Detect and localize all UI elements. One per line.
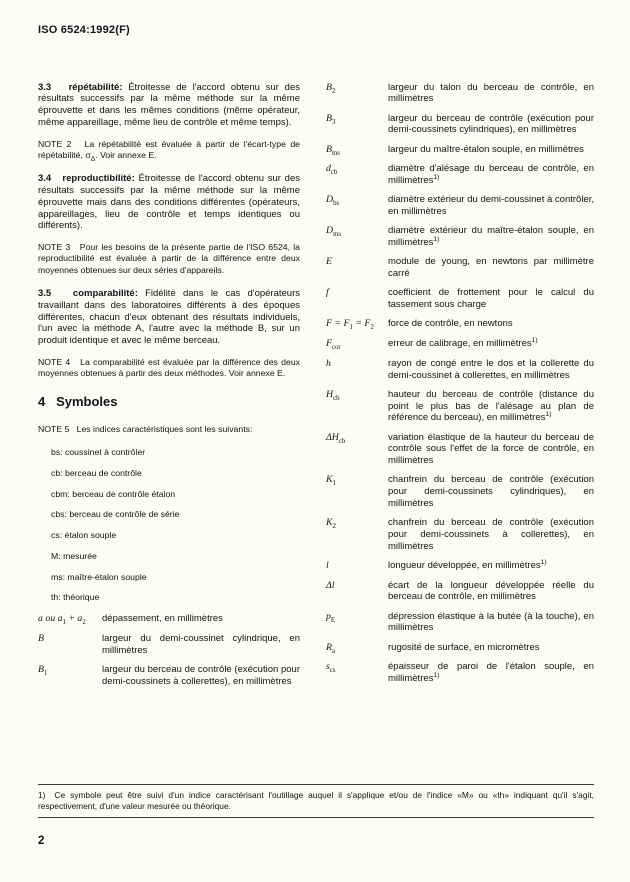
- symbol-description: coefficient de frottement pour le calcul du tassement sous charge: [388, 287, 594, 311]
- symbol-row: [326, 517, 594, 552]
- symbol-description: diamètre extérieur du maître-étalon souple, en millimètres$^{1)}$: [388, 225, 594, 249]
- symbol-row: [326, 194, 594, 218]
- index-item: cs: étalon souple: [51, 530, 117, 541]
- symbol-description: erreur de calibrage, en millimètres$^{1)}$: [388, 336, 538, 350]
- symbol-row: [326, 389, 594, 424]
- symbol-row: [38, 664, 300, 688]
- symbol-description: rugosité de surface, en micromètres: [388, 641, 540, 653]
- index-item: th: théorique: [51, 592, 100, 603]
- note-4: NOTE 4 La comparabilité est évaluée par la différence des deux moyennes obtenues à partir des deux méthodes. Voir annexe E.: [38, 356, 300, 379]
- symbol-description: largeur du maître-étalon souple, en millimètres: [388, 143, 584, 155]
- symbols-list-left: [38, 613, 300, 687]
- section-3-3-term: 3.3 répétabilité:: [38, 81, 129, 93]
- section-3-4-body: Étroitesse de l'accord obtenu sur des résultats successifs par la même méthode sur la même éprouvette mais dans des conditions différentes (opérateurs, appareillages, lieu de contrôle et temps identiques ou différents).: [38, 173, 301, 232]
- symbol-description: largeur du berceau de contrôle (exécution pour demi-coussinets à collerettes), en millimètres: [102, 663, 300, 687]
- symbol: l: [326, 559, 329, 571]
- symbol: $D_{ms}$: [326, 225, 342, 239]
- symbol-description: force de contrôle, en newtons: [388, 318, 513, 330]
- symbol-description: chanfrein du berceau de contrôle (exécution pour demi-coussinets cylindriques), en millimètres: [388, 474, 594, 509]
- symbol: a ou $a_1 + a_2$: [38, 613, 86, 627]
- symbol-description: écart de la longueur développée réelle du berceau de contrôle, en millimètres: [388, 579, 594, 603]
- page-number: 2: [38, 835, 45, 847]
- symbol: B: [38, 632, 44, 644]
- document-reference: ISO 6524:1992(F): [38, 24, 130, 36]
- footnote-area: [38, 784, 594, 818]
- note-2: NOTE 2 La répétabilité est évaluée à partir de l'écart-type de répétabilité, $\sigma_\Delta$. Voir annexe E.: [38, 138, 300, 163]
- symbol-row: [326, 256, 594, 280]
- footnote: [38, 790, 594, 812]
- symbol: $d_{cb}$: [326, 163, 338, 177]
- note-5: NOTE 5 Les indices caractéristiques sont les suivants:: [38, 423, 253, 434]
- symbol: $H_{cb}$: [326, 388, 340, 402]
- symbol-row: [38, 613, 300, 625]
- symbol-row: [326, 358, 594, 382]
- symbol: $D_{bs}$: [326, 194, 340, 208]
- symbol-row: [326, 113, 594, 137]
- section-3-4-term: 3.4 reproductibilité:: [38, 173, 139, 185]
- index-item: ms: maître-étalon souple: [51, 571, 147, 582]
- symbol-row: [38, 633, 300, 657]
- symbol: $s_{cs}$: [326, 661, 336, 675]
- symbol: Δl: [326, 579, 335, 591]
- footnote-separator-bottom: [38, 817, 594, 818]
- section-3-5-body: Fidélité dans le cas d'opérateurs travaillant dans des laboratoires différents à des époques différentes, chacun d'eux obtenant des résultats individuels, l'un avec la méthode A, l'autre avec la méthode B, sur un produit identique et avec le même berceau.: [38, 288, 300, 347]
- index-item: cbs: berceau de contrôle de série: [51, 509, 180, 520]
- footnote-marker: 1): [38, 790, 46, 800]
- symbol-description: longueur développée, en millimètres$^{1)}$: [388, 558, 547, 571]
- symbol-row: [326, 611, 594, 635]
- index-item: M: mesurée: [51, 550, 97, 561]
- symbol-row: [326, 163, 594, 187]
- symbol-row: [326, 338, 594, 350]
- symbol-row: [326, 144, 594, 156]
- section-3-3-body: Étroitesse de l'accord obtenu sur des résultats successifs par la même méthode sur la même éprouvette et dans les mêmes conditions (même opérateur, même appareillage, même lieu de contrôle et même temps).: [38, 81, 300, 128]
- symbol-description: épaisseur de paroi de l'étalon souple, en millimètres$^{1)}$: [388, 661, 594, 685]
- left-column: [38, 82, 300, 695]
- footnote-text: Ce symbole peut être suivi d'un indice caractérisant l'outillage auquel il s'applique et/ou de l'indice «M» ou «th» indiquant qu'il s'agit, respectivement, d'une valeur mesurée ou théorique.: [38, 790, 594, 812]
- symbol: $B_1$: [38, 663, 48, 677]
- symbol-description: diamètre d'alésage du berceau de contrôle, en millimètres$^{1)}$: [388, 163, 594, 187]
- symbol-description: dépression élastique à la butée (à la touche), en millimètres: [388, 610, 594, 634]
- footnote-separator-top: [38, 784, 594, 785]
- symbol-row: [326, 225, 594, 249]
- symbol-description: dépassement, en millimètres: [102, 613, 223, 625]
- symbol: $K_1$: [326, 474, 336, 488]
- symbol: $B_{ms}$: [326, 143, 340, 157]
- symbol-description: largeur du talon du berceau de contrôle, en millimètres: [388, 81, 594, 105]
- symbol-description: hauteur du berceau de contrôle (distance du point le plus bas de l'alésage au plan de référence du berceau), en millimètres$^{1)}$: [388, 388, 594, 424]
- section-3-4: [38, 173, 300, 232]
- symbol-description: chanfrein du berceau de contrôle (exécution pour demi-coussinets à collerettes), en millimètres: [388, 517, 594, 552]
- right-column: [326, 82, 594, 695]
- index-item: bs: coussinet à contrôler: [51, 446, 146, 457]
- section-3-5: [38, 288, 300, 347]
- section-3-5-term: 3.5 comparabilité:: [38, 288, 146, 300]
- symbol-row: [326, 580, 594, 604]
- symbol-row: [326, 82, 594, 106]
- symbol: $p_E$: [326, 610, 336, 624]
- note-3: NOTE 3 Pour les besoins de la présente partie de l'ISO 6524, la reproductibilité est évaluée à partir de la différence entre deux moyennes obtenues sur deux séries d'appareils.: [38, 242, 300, 275]
- symbol-description: variation élastique de la hauteur du berceau de contrôle sous l'effet de la force de contrôle, en millimètres: [388, 431, 594, 467]
- symbol-description: largeur du berceau de contrôle (exécution pour demi-coussinets cylindriques), en millimètres: [388, 112, 594, 136]
- symbols-list-right: [326, 82, 594, 685]
- symbol: $B_3$: [326, 112, 336, 126]
- symbol-row: [326, 432, 594, 467]
- symbol-row: [326, 661, 594, 685]
- symbol-description: rayon de congé entre le dos et la collerette du demi-coussinet à collerettes, en millimètres: [388, 357, 594, 381]
- section-4-heading: 4 Symboles: [38, 393, 118, 409]
- symbol: E: [326, 256, 332, 268]
- symbol: $\Delta H_{cb}$: [326, 431, 346, 445]
- symbol-row: [326, 560, 594, 572]
- symbol: $R_a$: [326, 641, 336, 655]
- symbol-row: [326, 318, 594, 330]
- symbol-description: largeur du demi-coussinet cylindrique, en millimètres: [102, 632, 300, 656]
- symbol: $F = F_1 = F_2$: [326, 318, 374, 332]
- symbol: $K_2$: [326, 517, 336, 531]
- symbol-row: [326, 474, 594, 509]
- symbol: f: [326, 287, 329, 299]
- section-3-3: [38, 82, 300, 129]
- symbol-description: module de young, en newtons par millimètre carré: [388, 256, 594, 280]
- symbol: h: [326, 357, 331, 369]
- symbol-row: [326, 642, 594, 654]
- index-item: cbm: berceau de contrôle étalon: [51, 488, 176, 499]
- symbol-description: diamètre extérieur du demi-coussinet à contrôler, en millimètres: [388, 194, 594, 218]
- index-item: cb: berceau de contrôle: [51, 467, 142, 478]
- indices-list: [38, 447, 300, 603]
- symbol-row: [326, 287, 594, 311]
- content-columns: [38, 82, 594, 695]
- symbol: $B_2$: [326, 81, 336, 95]
- symbol: $F_{cor}$: [326, 338, 341, 352]
